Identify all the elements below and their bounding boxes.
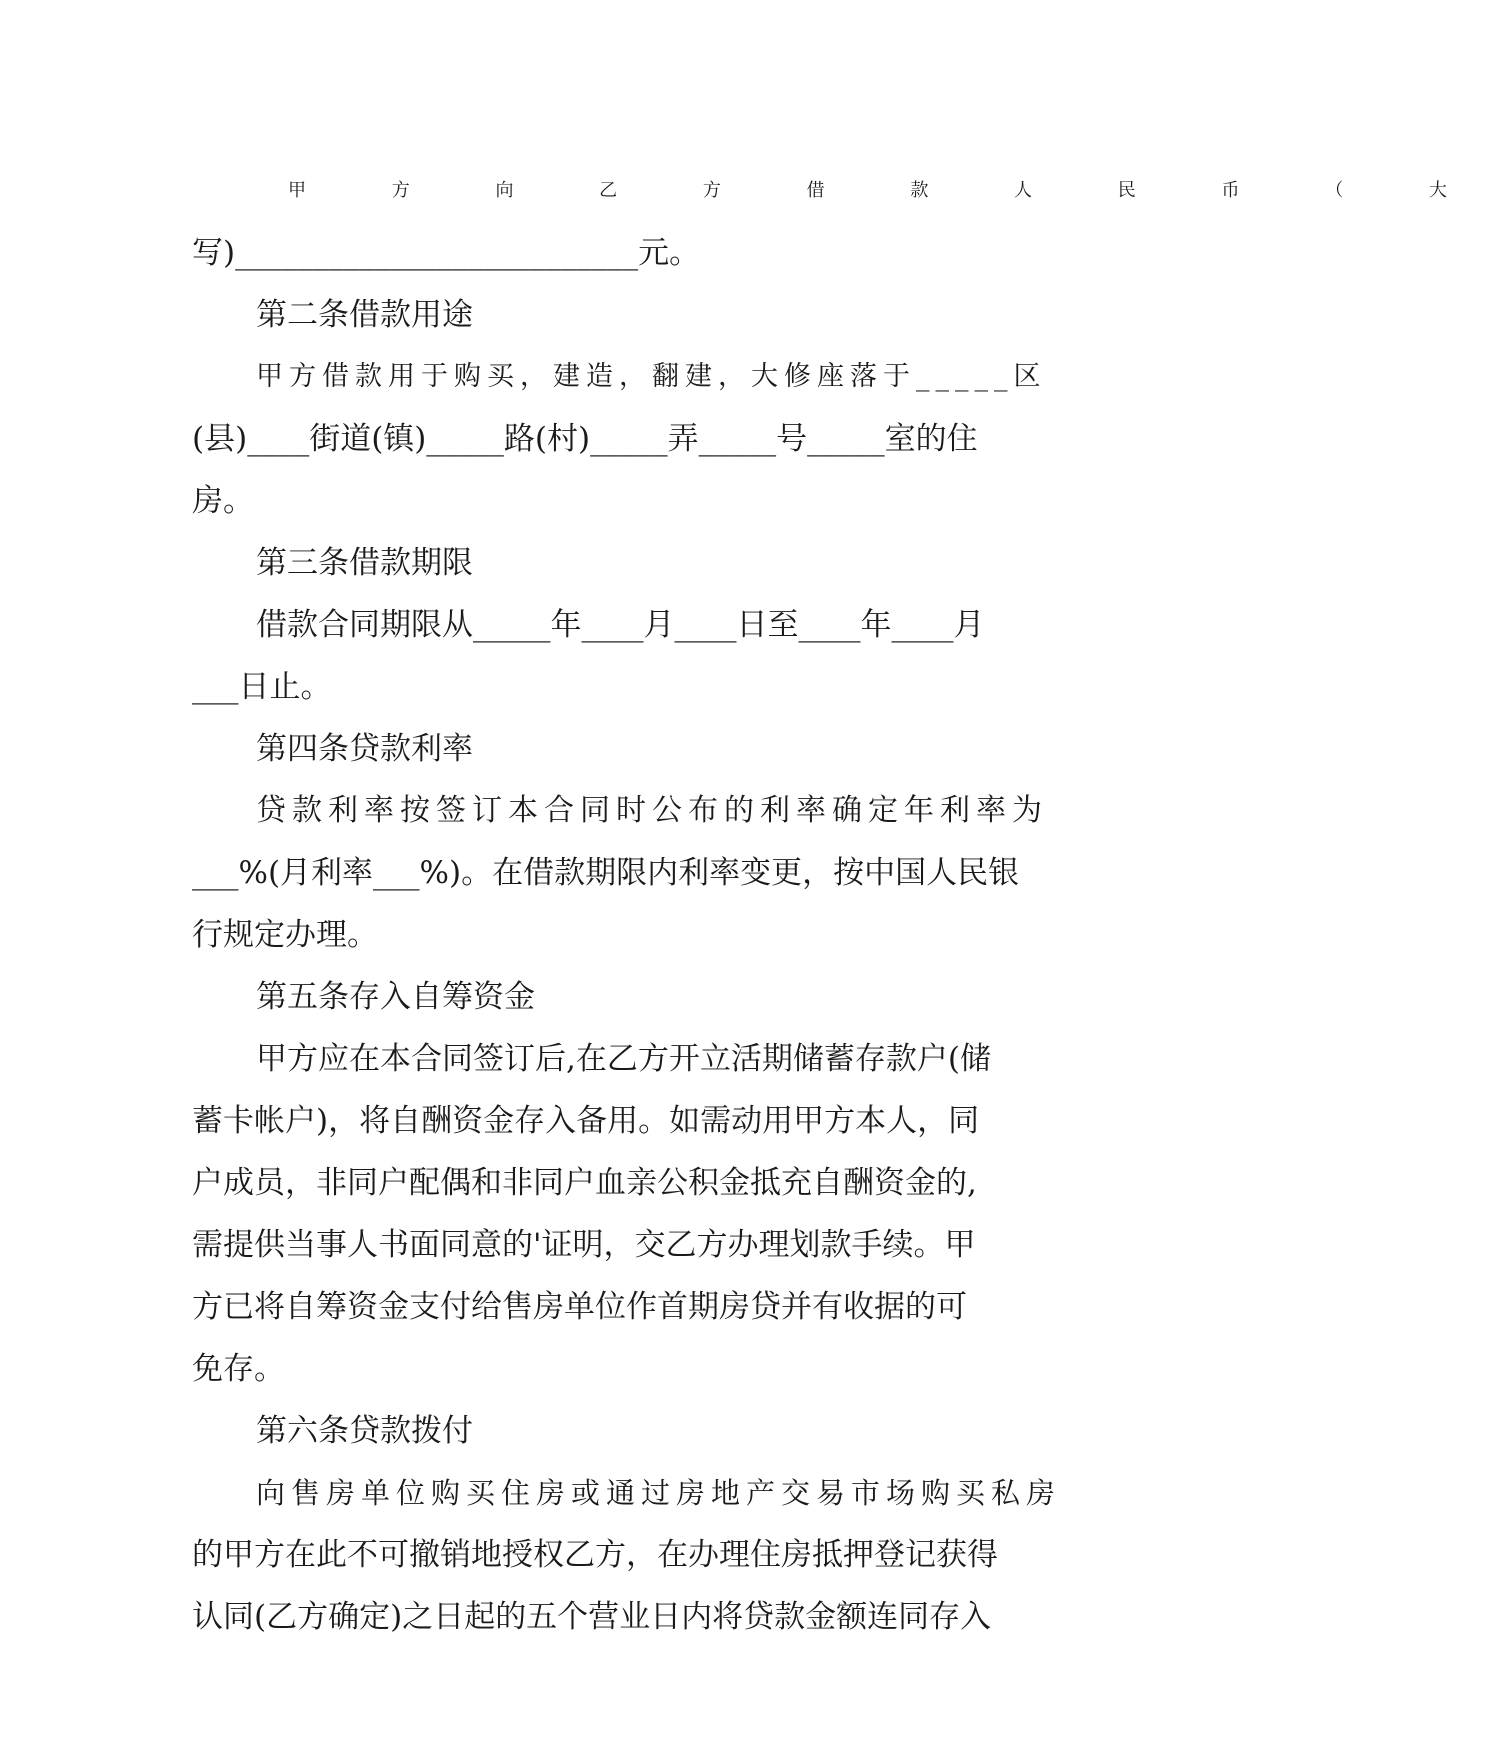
paragraph-line: 蓄卡帐户)，将自酬资金存入备用。如需动用甲方本人，同 xyxy=(192,1103,980,1139)
section-heading: 第五条存入自筹资金 xyxy=(256,979,535,1015)
paragraph-line: 的甲方在此不可撤销地授权乙方，在办理住房抵押登记获得 xyxy=(192,1537,998,1573)
paragraph-line: 方已将自筹资金支付给售房单位作首期房贷并有收据的可 xyxy=(192,1289,967,1325)
paragraph-line: 免存。 xyxy=(192,1351,285,1387)
paragraph-line: ___日止。 xyxy=(192,669,332,705)
paragraph-line: 借款合同期限从_____年____月____日至____年____月 xyxy=(256,607,985,643)
paragraph-line: 甲方借款用于购买，建造，翻建，大修座落于_____区 xyxy=(256,361,1047,392)
section-heading: 第四条贷款利率 xyxy=(256,731,473,767)
paragraph-line: 写)__________________________元。 xyxy=(192,235,701,271)
paragraph-line: (县)____街道(镇)_____路(村)_____弄_____号_____室的住 xyxy=(192,421,978,457)
paragraph-line: 房。 xyxy=(192,483,254,519)
paragraph-line: 甲方应在本合同签订后,在乙方开立活期储蓄存款户(储 xyxy=(256,1041,991,1077)
paragraph-line: 甲 方 向 乙 方 借 款 人 民 币 （ 大 xyxy=(288,180,1487,201)
section-heading: 第二条借款用途 xyxy=(256,297,473,333)
paragraph-line: 向售房单位购买住房或通过房地产交易市场购买私房 xyxy=(256,1476,1062,1510)
section-heading: 第三条借款期限 xyxy=(256,545,473,581)
paragraph-line: 贷款利率按签订本合同时公布的利率确定年利率为 xyxy=(256,793,1048,828)
paragraph-line: 户成员，非同户配偶和非同户血亲公积金抵充自酬资金的, xyxy=(192,1165,977,1201)
paragraph-line: 需提供当事人书面同意的'证明，交乙方办理划款手续。甲 xyxy=(192,1227,976,1263)
paragraph-line: 行规定办理。 xyxy=(192,917,378,953)
document-page xyxy=(192,160,1487,1648)
paragraph-line: 认同(乙方确定)之日起的五个营业日内将贷款金额连同存入 xyxy=(192,1599,992,1635)
paragraph-line: ___%(月利率___%)。在借款期限内利率变更，按中国人民银 xyxy=(192,855,1020,891)
section-heading: 第六条贷款拨付 xyxy=(256,1413,473,1449)
